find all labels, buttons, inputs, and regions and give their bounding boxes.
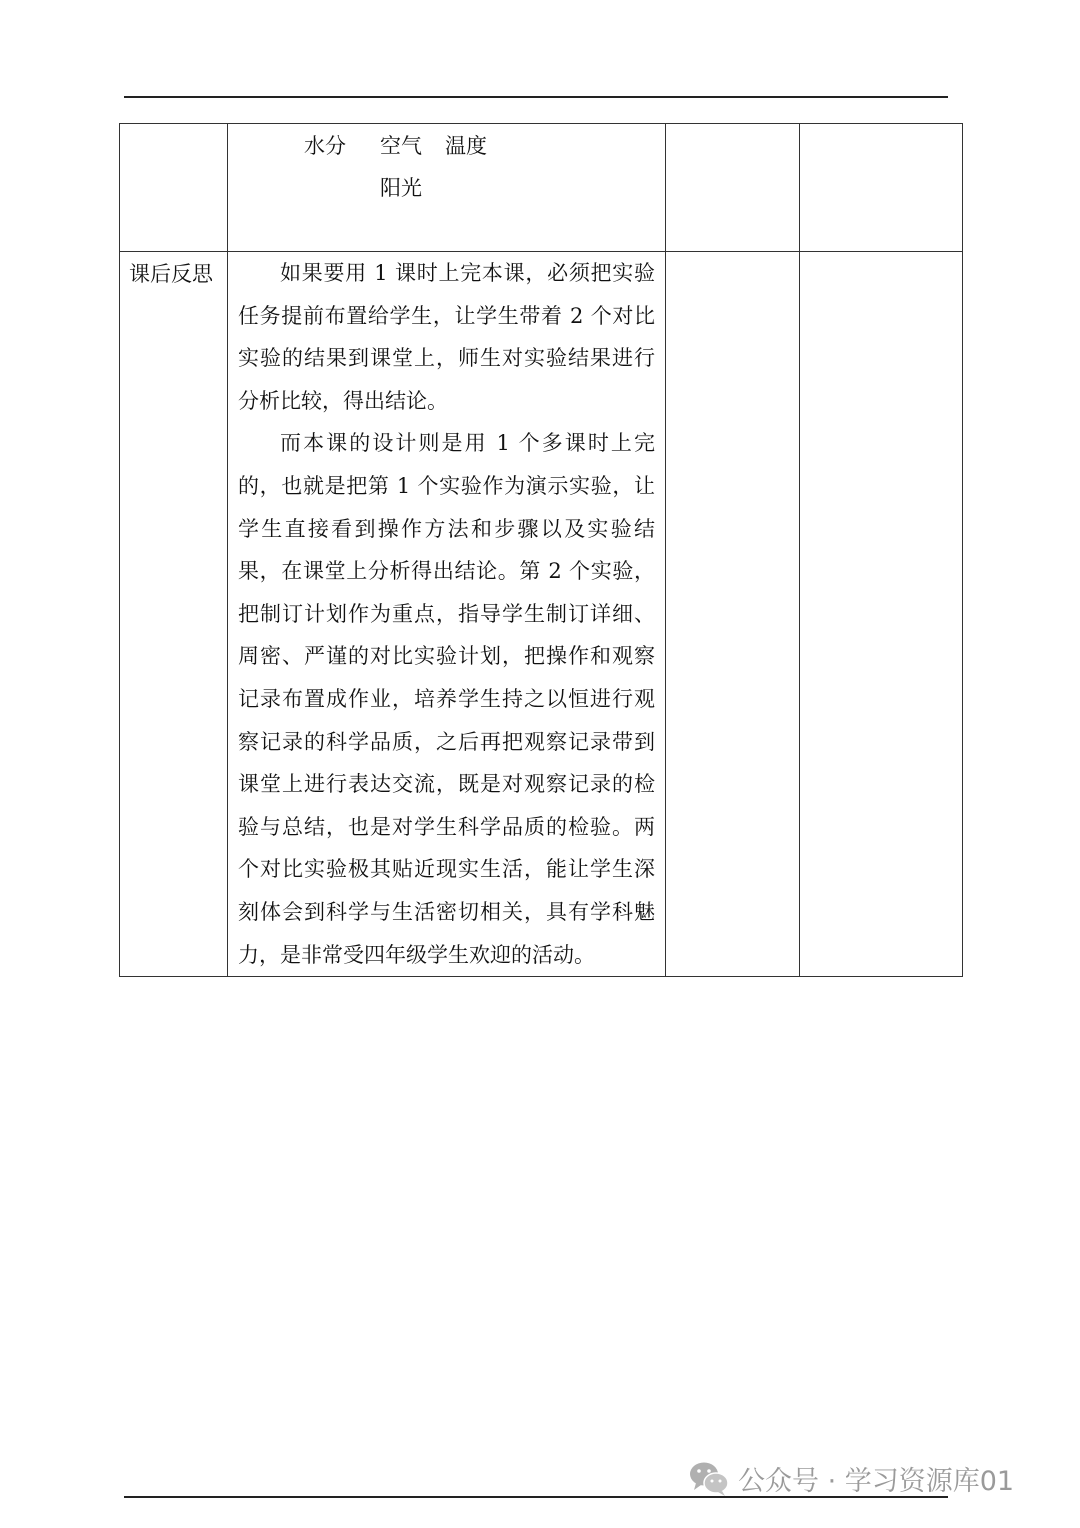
row2-cell-3 [666, 252, 800, 977]
footer-rule [124, 1496, 948, 1498]
wechat-icon [688, 1459, 730, 1497]
table-row [120, 124, 963, 252]
factor-water: 水分 [304, 134, 346, 158]
watermark [688, 1455, 1014, 1501]
row2-cell-4 [800, 252, 963, 977]
row1-cell-4 [800, 124, 963, 252]
header-rule [124, 96, 948, 98]
row1-cell-3 [666, 124, 800, 252]
row1-content-cell [228, 124, 666, 252]
reflection-label-cell [120, 252, 228, 977]
reflection-content-cell [228, 252, 666, 977]
lesson-table [119, 123, 963, 977]
row1-label-cell [120, 124, 228, 252]
reflection-paragraph-1: 如果要用 1 课时上完本课，必须把实验任务提前布置给学生，让学生带着 2 个对比实验的结果到课堂上，师生对实验结果进行分析比较，得出结论。 [238, 261, 655, 413]
watermark-text: 公众号 · 学习资源库01 [738, 1465, 1015, 1497]
reflection-paragraph-2: 而本课的设计则是用 1 个多课时上完的，也就是把第 1 个实验作为演示实验，让学生直接看到操作方法和步骤以及实验结果，在课堂上分析得出结论。第 2 个实验，把制订计划作为重点，指导学生制订详细、周密、严谨的对比实验计划，把操作和观察记录布置成作业，培养学生持之以恒进行观察记录的科学品质，之后再把观察记录带到课堂上进行表达交流，既是对观察记录的检验与总结，也是对学生科学品质的检验。两个对比实验极其贴近现实生活，能让学生深刻体会到科学与生活密切相关，具有学科魅力，是非常受四年级学生欢迎的活动。 [238, 431, 655, 967]
table-row [120, 252, 963, 977]
reflection-label: 课后反思 [129, 262, 213, 286]
factor-air: 空气 [380, 134, 422, 158]
factor-sunlight: 阳光 [380, 176, 422, 200]
factor-temperature: 温度 [445, 134, 487, 158]
